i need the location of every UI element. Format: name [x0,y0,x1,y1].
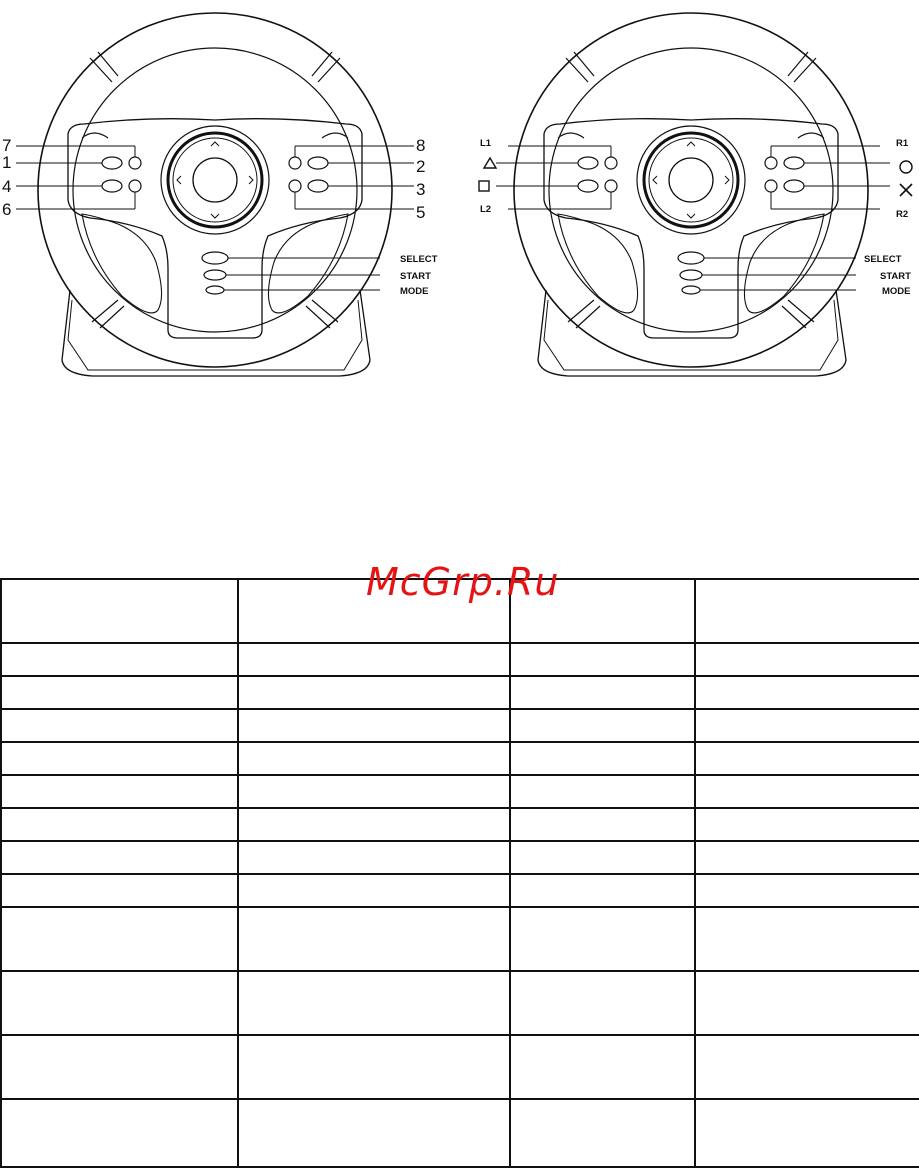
select-label: SELECT [400,254,438,265]
table-cell [1,1099,238,1167]
table-cell [238,841,510,874]
table-row [1,742,919,775]
table-row [1,1035,919,1099]
table-cell [238,676,510,709]
label-2: 2 [416,157,426,176]
table-cell [510,676,695,709]
label-8: 8 [416,136,426,155]
mode-label: MODE [400,286,429,297]
table-cell [695,1035,919,1099]
table-cell [238,1099,510,1167]
table-cell [238,643,510,676]
label-1: 1 [2,153,12,172]
table-cell [510,874,695,907]
table-cell [238,874,510,907]
table-cell [695,579,919,643]
button-mapping-table [0,578,919,1168]
table-row [1,709,919,742]
table-cell [1,907,238,971]
label-4: 4 [2,177,12,196]
table-cell [510,643,695,676]
label-r2: R2 [896,209,909,220]
table-cell [695,907,919,971]
label-r1: R1 [896,138,909,149]
table-cell [238,775,510,808]
watermark: McGrp.Ru [366,560,560,604]
table-cell [1,841,238,874]
table-row [1,643,919,676]
table-cell [1,643,238,676]
table-cell [510,971,695,1035]
table-cell [510,841,695,874]
table-cell [1,709,238,742]
square-icon [479,181,489,191]
table-cell [1,971,238,1035]
table-cell [510,1099,695,1167]
table-cell [695,1099,919,1167]
table-row [1,874,919,907]
table-cell [1,1035,238,1099]
table-cell [695,676,919,709]
mode-label-right: MODE [882,286,911,297]
label-6: 6 [2,200,12,219]
label-l2: L2 [480,204,492,215]
table-cell [238,971,510,1035]
table-cell [510,907,695,971]
select-label-right: SELECT [864,254,902,265]
right-wheel-diagram [479,13,912,376]
label-l1: L1 [480,138,492,149]
table-row [1,971,919,1035]
table-row [1,808,919,841]
start-label: START [400,271,431,282]
table-cell [695,775,919,808]
table-cell [695,742,919,775]
table-cell [695,808,919,841]
table-cell [510,1035,695,1099]
table-row [1,1099,919,1167]
label-7: 7 [2,136,12,155]
table-cell [695,709,919,742]
table-cell [238,907,510,971]
table-cell [695,874,919,907]
table-cell [510,775,695,808]
table-row [1,775,919,808]
table-row [1,907,919,971]
table-row [1,676,919,709]
table-cell [1,874,238,907]
wheel-diagrams [0,0,919,420]
start-label-right: START [880,271,911,282]
table-cell [1,742,238,775]
table-row [1,841,919,874]
table-cell [238,709,510,742]
table-cell [1,808,238,841]
table-cell [1,775,238,808]
table-cell [695,643,919,676]
table-cell [1,579,238,643]
table-cell [510,709,695,742]
table-cell [510,742,695,775]
triangle-icon [484,158,496,168]
table-cell [1,676,238,709]
label-3: 3 [416,180,426,199]
cross-icon [900,184,912,196]
table-cell [695,841,919,874]
circle-icon [900,161,912,173]
table-cell [238,1035,510,1099]
table-cell [238,808,510,841]
left-wheel-diagram [2,13,438,376]
table-cell [695,971,919,1035]
label-5: 5 [416,203,426,222]
table-cell [510,808,695,841]
table-cell [238,742,510,775]
